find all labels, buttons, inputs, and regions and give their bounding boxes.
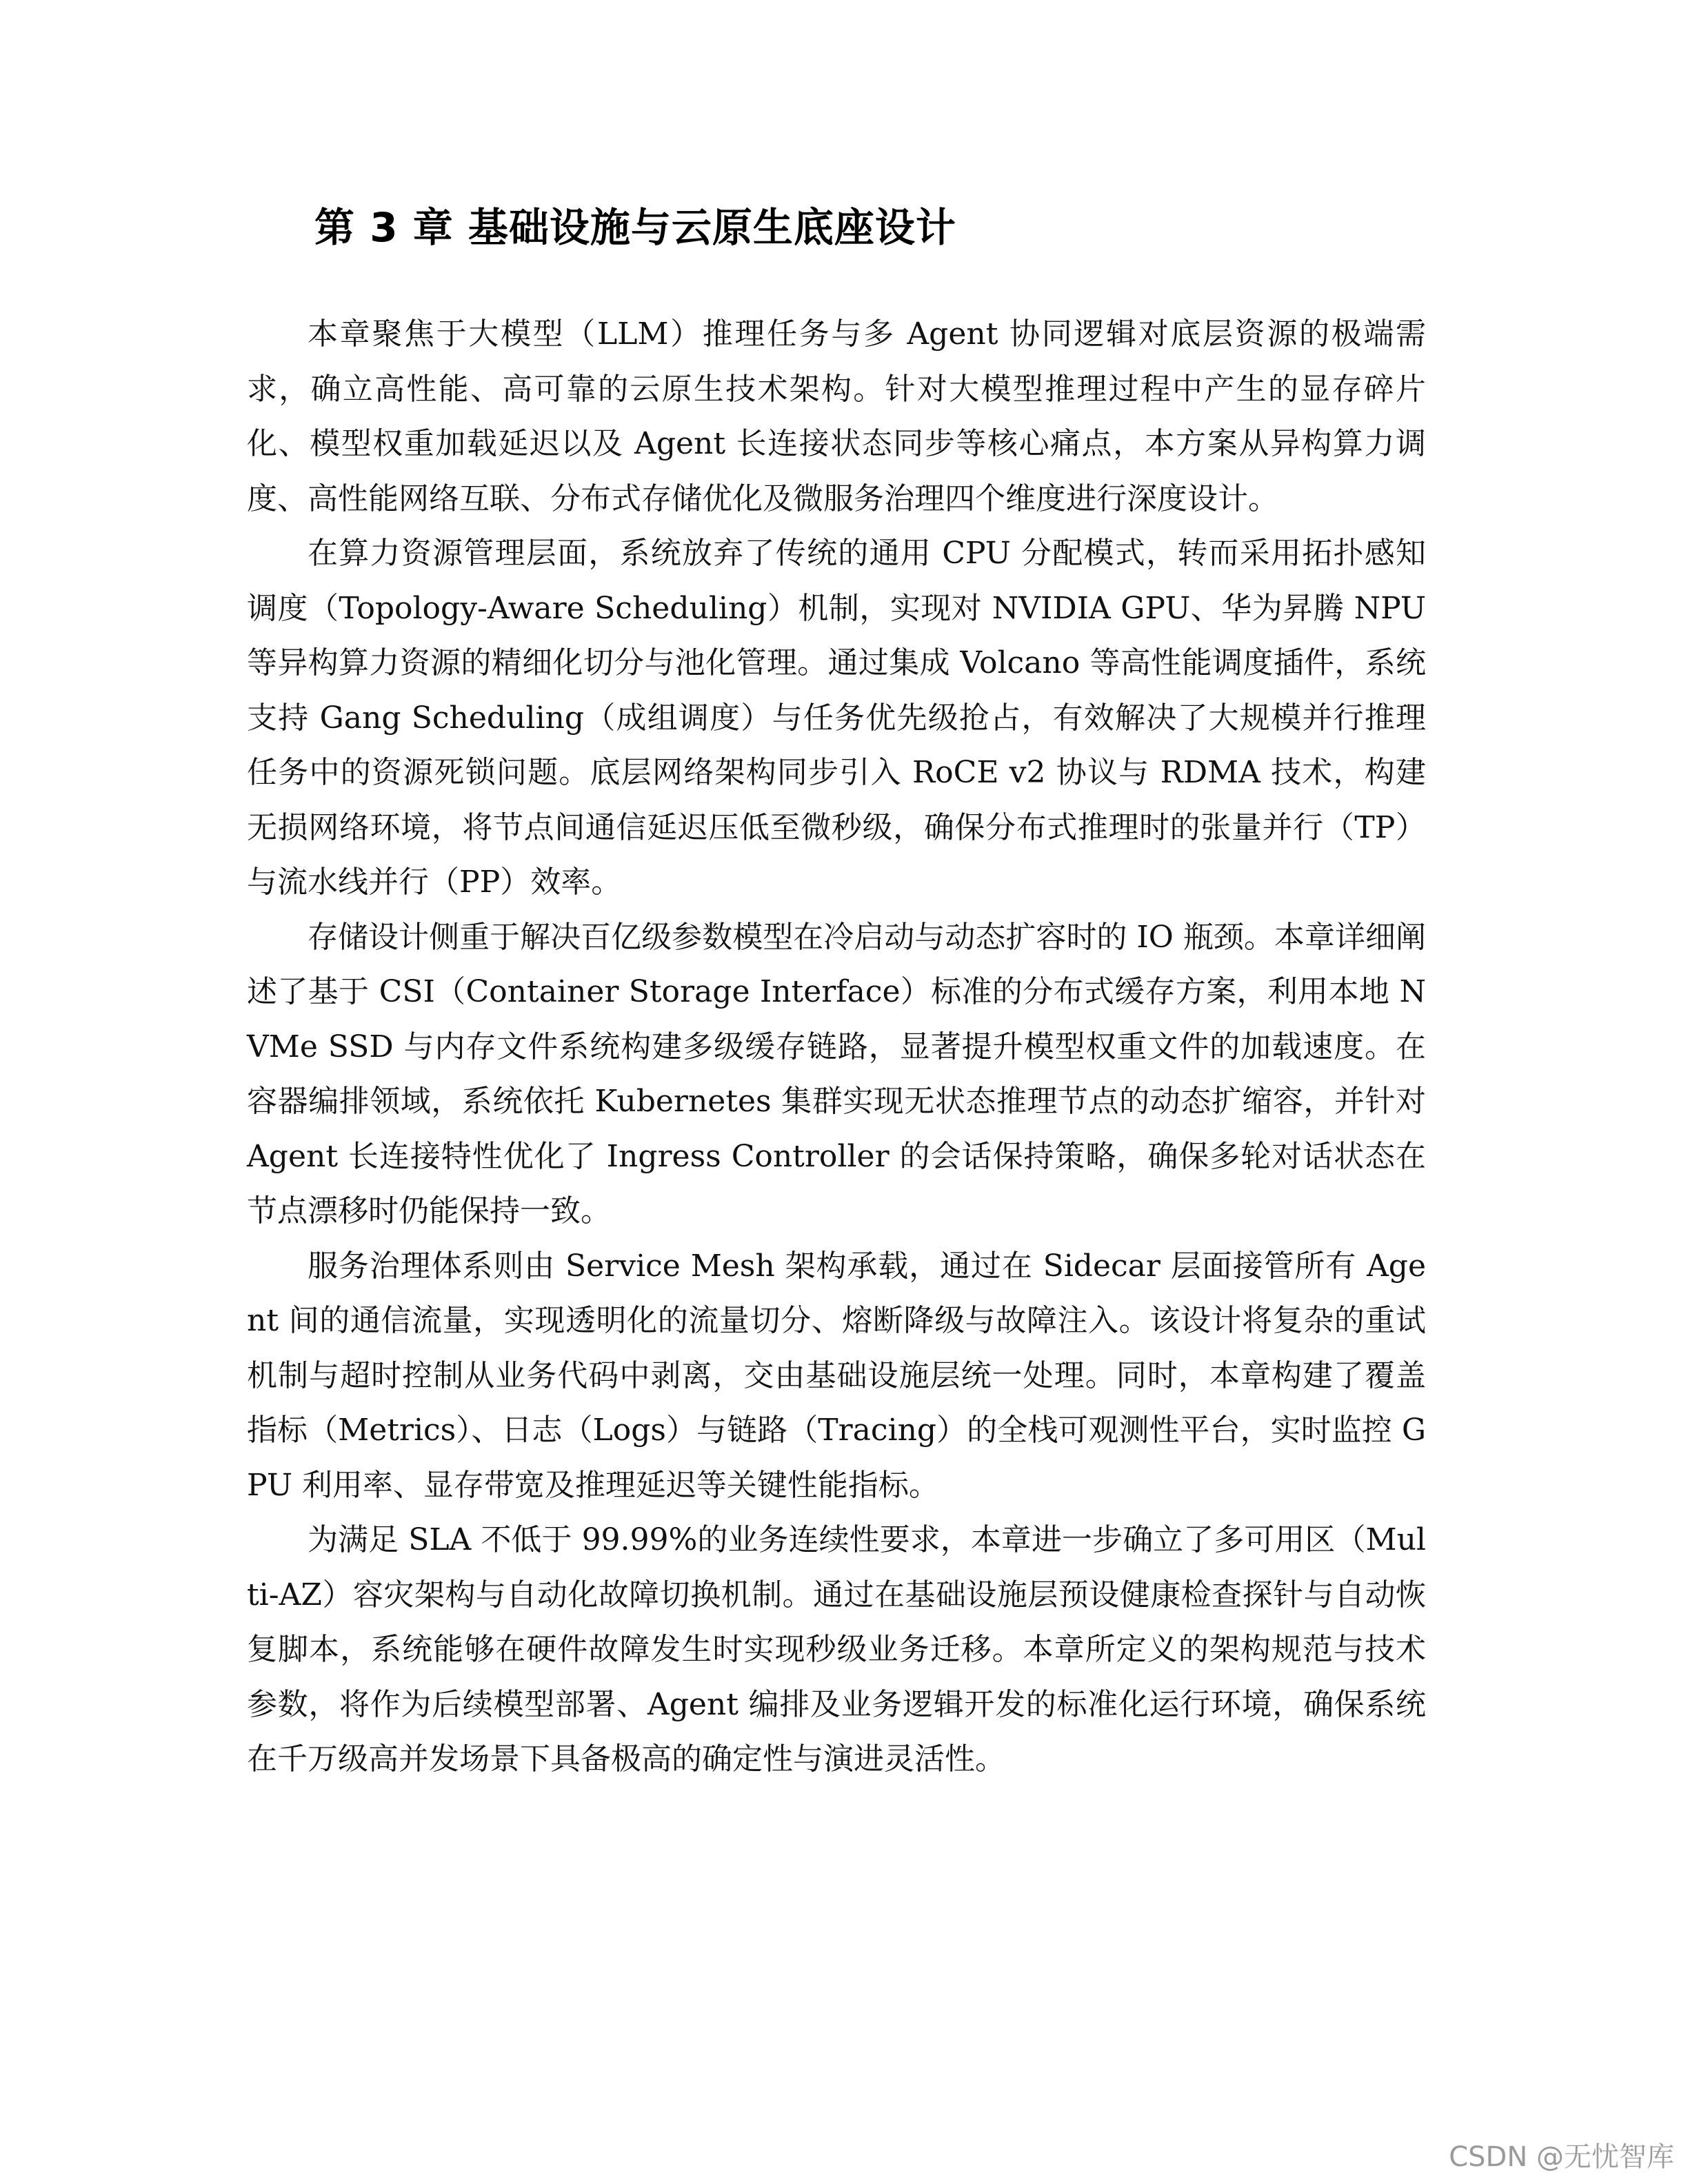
paragraph-compute-network: 在算力资源管理层面，系统放弃了传统的通用 CPU 分配模式，转而采用拓扑感知调度（Topology-Aware Scheduling）机制，实现对 NVIDIA GPU、华为昇腾 NPU 等异构算力资源的精细化切分与池化管理。通过集成 Volcano 等高性能调度插件，系统支持 Gang Scheduling（成组调度）与任务优先级抢占，有效解决了大规模并行推理任务中的资源死锁问题。底层网络架构同步引入 RoCE v2 协议与 RDMA 技术，构建无损网络环境，将节点间通信延迟压低至微秒级，确保分布式推理时的张量并行（TP）与流水线并行（PP）效率。 (247, 536, 1426, 900)
paragraph-disaster-recovery: 为满足 SLA 不低于 99.99%的业务连续性要求，本章进一步确立了多可用区（Multi-AZ）容灾架构与自动化故障切换机制。通过在基础设施层预设健康检查探针与自动恢复脚本，系统能够在硬件故障发生时实现秒级业务迁移。本章所定义的架构规范与技术参数，将作为后续模型部署、Agent 编排及业务逻辑开发的标准化运行环境，确保系统在千万级高并发场景下具备极高的确定性与演进灵活性。 (247, 1522, 1426, 1777)
paragraph-intro: 本章聚焦于大模型（LLM）推理任务与多 Agent 协同逻辑对底层资源的极端需求，确立高性能、高可靠的云原生技术架构。针对大模型推理过程中产生的显存碎片化、模型权重加载延迟以及 Agent 长连接状态同步等核心痛点，本方案从异构算力调度、高性能网络互联、分布式存储优化及微服务治理四个维度进行深度设计。 (247, 316, 1426, 516)
chapter-body (247, 307, 1426, 1787)
watermark: CSDN @无忧智库 (1449, 2141, 1674, 2173)
paragraph-service-governance: 服务治理体系则由 Service Mesh 架构承载，通过在 Sidecar 层面接管所有 Agent 间的通信流量，实现透明化的流量切分、熔断降级与故障注入。该设计将复杂的重试机制与超时控制从业务代码中剥离，交由基础设施层统一处理。同时，本章构建了覆盖指标（Metrics）、日志（Logs）与链路（Tracing）的全栈可观测性平台，实时监控 GPU 利用率、显存带宽及推理延迟等关键性能指标。 (247, 1248, 1426, 1503)
paragraph-storage-orchestration: 存储设计侧重于解决百亿级参数模型在冷启动与动态扩容时的 IO 瓶颈。本章详细阐述了基于 CSI（Container Storage Interface）标准的分布式缓存方案，利用本地 NVMe SSD 与内存文件系统构建多级缓存链路，显著提升模型权重文件的加载速度。在容器编排领域，系统依托 Kubernetes 集群实现无状态推理节点的动态扩缩容，并针对 Agent 长连接特性优化了 Ingress Controller 的会话保持策略，确保多轮对话状态在节点漂移时仍能保持一致。 (247, 919, 1426, 1228)
chapter-title: 第 3 章 基础设施与云原生底座设计 (314, 204, 956, 251)
